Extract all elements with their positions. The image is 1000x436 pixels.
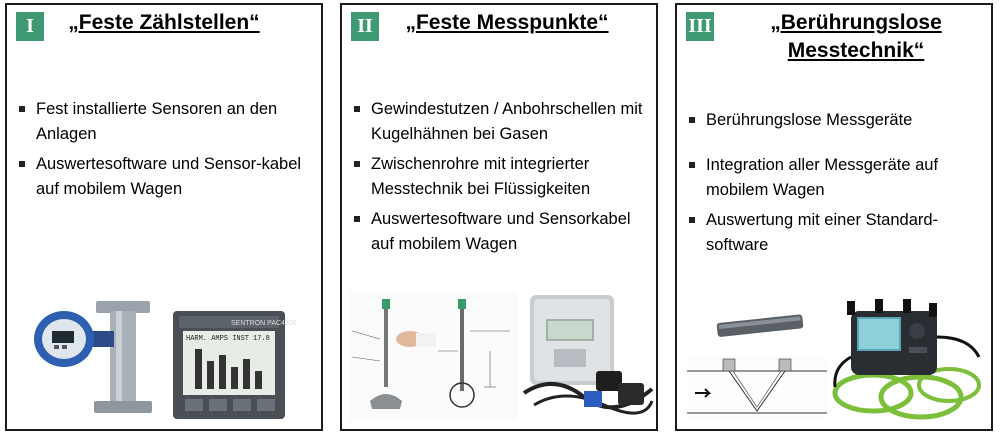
bullet-square-icon: [19, 106, 25, 112]
bullet-item: Gewindestutzen / Anbohrschellen mit Kugelhähnen bei Gasen: [352, 97, 652, 147]
panel-feste-zaehlstellen: [5, 3, 323, 431]
panel-number-badge: II: [351, 12, 379, 41]
panel-title: „Feste Messpunkte“: [405, 11, 609, 34]
bullet-item: Zwischenrohre mit integrierter Messtechnik bei Flüssigkeiten: [352, 152, 652, 202]
device-label: SENTRON PAC4200: [231, 320, 297, 327]
panel-number-badge: I: [16, 12, 44, 41]
bullet-item: Berührungslose Messgeräte: [687, 108, 987, 133]
bullet-square-icon: [19, 161, 25, 167]
bullet-square-icon: [689, 217, 695, 223]
bullet-list: [687, 108, 987, 263]
ultrasonic-sensor-image: [687, 315, 827, 423]
bullet-item: Auswertung mit einer Standard-software: [687, 208, 987, 258]
bullet-item: Integration aller Messgeräte auf mobilem Wagen: [687, 153, 987, 203]
panel-title: „Berührungslose Messtechnik“: [770, 11, 942, 62]
device-screen-text: HARM. AMPS INST: [186, 335, 250, 343]
bullet-item: Fest installierte Sensoren an den Anlagen: [17, 97, 317, 147]
panel-feste-messpunkte: [340, 3, 658, 431]
bullet-square-icon: [689, 162, 695, 168]
bullet-square-icon: [689, 117, 695, 123]
bullet-square-icon: [354, 106, 360, 112]
panel-number-badge: III: [686, 12, 714, 41]
bullet-list: [17, 97, 317, 207]
device-screen-value: 17.8: [253, 335, 270, 343]
probe-diagram-image: [350, 291, 518, 421]
panel-title: „Feste Zählstellen“: [68, 11, 260, 34]
instrument-case-image: [524, 293, 652, 417]
panel-beruehrungslose-messtechnik: [675, 3, 993, 431]
flow-meter-image: [32, 297, 162, 419]
power-analyzer-image: [173, 311, 297, 419]
bullet-square-icon: [354, 216, 360, 222]
bullet-square-icon: [354, 161, 360, 167]
bullet-list: [352, 97, 652, 262]
bullet-item: Auswertesoftware und Sensorkabel auf mobilem Wagen: [352, 207, 652, 257]
bullet-item: Auswertesoftware und Sensor-kabel auf mobilem Wagen: [17, 152, 317, 202]
portable-analyzer-image: [829, 297, 987, 427]
